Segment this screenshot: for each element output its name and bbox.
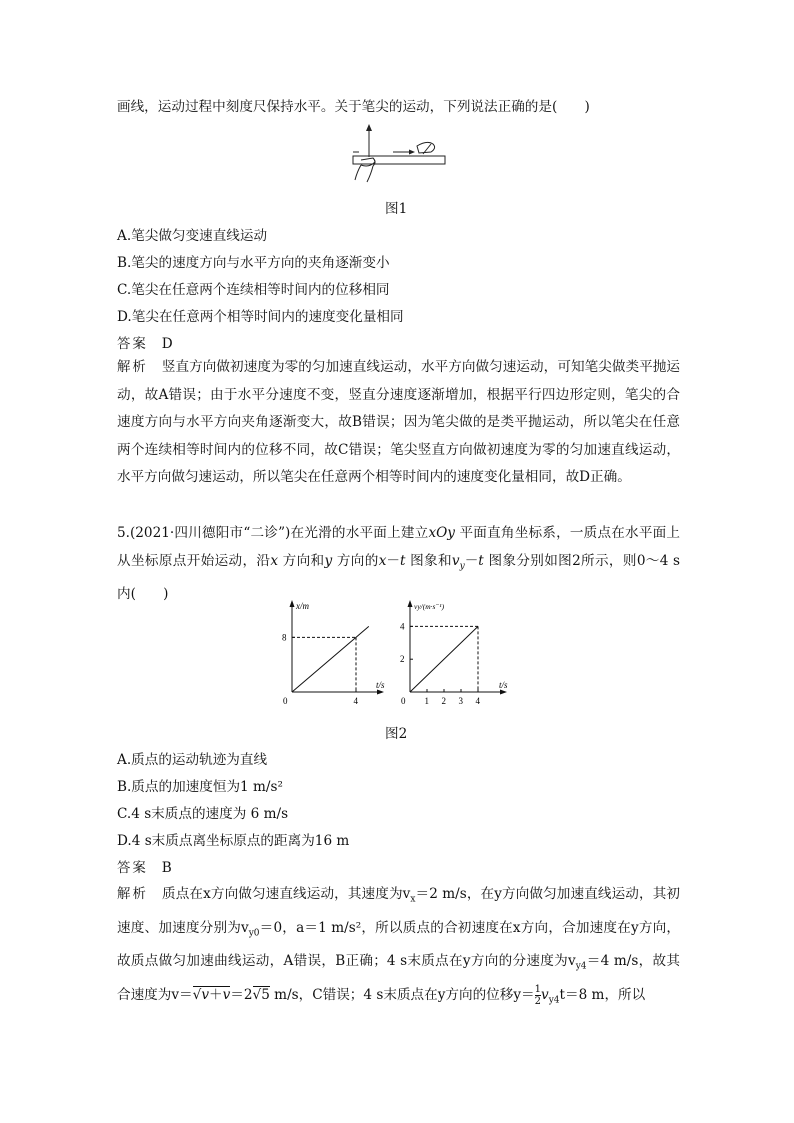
q5-stem-part: 图象分别如图2所示，则0～4 s内( ) xyxy=(117,552,681,602)
q5-stem-part: 方向的 xyxy=(336,552,379,569)
series-line xyxy=(410,626,478,692)
q4-option-b: B.笔尖的速度方向与水平方向的夹角逐渐变小 xyxy=(117,255,390,271)
analysis-text: t＝8 m，所以 xyxy=(559,987,646,1004)
analysis-text: ＝2 xyxy=(230,987,253,1004)
q5-stem-part: 5.(2021·四川德阳市“二诊”)在光滑的水平面上建立 xyxy=(117,525,429,541)
q4-option-a: A.笔尖做匀变速直线运动 xyxy=(117,228,268,244)
y-axis-arrow xyxy=(408,600,413,607)
x-tick-label: 1 xyxy=(424,696,429,706)
q5-option-c: C.4 s末质点的速度为 6 m/s xyxy=(117,806,289,822)
answer-value: B xyxy=(161,860,172,876)
vy-t-graph xyxy=(400,600,508,706)
answer-label: 答案 xyxy=(117,861,148,876)
y-axis-arrow xyxy=(290,600,295,607)
x-tick-label: 4 xyxy=(475,696,480,706)
analysis-text: m/s，C错误；4 s末质点在y方向的位移y＝ xyxy=(269,987,535,1004)
q4-stem: 画线，运动过程中刻度尺保持水平。关于笔尖的运动，下列说法正确的是( ) xyxy=(117,99,590,115)
analysis-text: ＝4 m/s，故其合速度为v＝ xyxy=(117,953,680,1004)
figure-1-caption: 图1 xyxy=(385,201,408,217)
y-tick-label: 2 xyxy=(400,654,405,665)
analysis-text: 竖直方向做初速度为零的匀加速直线运动，水平方向做匀速运动，可知笔尖做类平抛运动，故A错误；由于水平分速度不变，竖直分速度逐渐增加，根据平行四边形定则，笔尖的合速度方向与水平方向夹角逐渐变大，故B错误；因为笔尖做的是类平抛运动，所以笔尖在任意两个连续相等时间内的位移不同，故C错误；笔尖竖直方向做初速度为零的匀加速直线运动，水平方向做匀速运动，所以笔尖在任意两个相等时间内的速度变化量相同，故D正确。 xyxy=(117,359,681,486)
q5-option-a: A.质点的运动轨迹为直线 xyxy=(117,752,268,768)
x-tick-label: 2 xyxy=(441,696,446,706)
analysis-text: ＝0，a＝1 m/s²，所以质点的合初速度在x方向，合加速度在y方向，故质点做匀加速曲线运动，A错误，B正确；4 s末质点在y方向的分速度为v xyxy=(117,919,680,970)
q5-stem-part: 图象和 xyxy=(410,552,452,569)
q5-answer xyxy=(117,858,172,879)
q4-analysis xyxy=(117,354,680,492)
series-line xyxy=(292,626,369,692)
q4-option-c: C.笔尖在任意两个连续相等时间内的位移相同 xyxy=(117,282,390,298)
sqrt-five: √5 xyxy=(252,987,270,1004)
fraction-half: $\frac{1}{2}$ xyxy=(534,984,542,1008)
y-tick-label: 4 xyxy=(400,621,405,632)
q5-option-d: D.4 s末质点离坐标原点的距离为16 m xyxy=(117,833,350,849)
x-tick-label: 4 xyxy=(353,696,358,706)
x-axis-arrow xyxy=(500,690,507,695)
analysis-label: 解析 xyxy=(117,360,148,375)
x-t-graph xyxy=(282,600,385,706)
x-axis-label: t/s xyxy=(376,680,385,690)
q4-answer xyxy=(117,334,173,355)
answer-value: D xyxy=(161,336,173,352)
q5-stem-part: 平面直角坐标系，一质点在水平面上从坐标原点开始运动，沿 xyxy=(117,525,681,569)
q5-stem: 5.(2021·四川德阳市“二诊”)在光滑的水平面上建立xOy 平面直角坐标系，一质点在水平面上从坐标原点开始运动，沿x 方向和y 方向的x－t 图象和$v_y-t$ 图象分别如图2所示，则0～4 s内( ) xyxy=(117,525,681,602)
q4-option-d: D.笔尖在任意两个相等时间内的速度变化量相同 xyxy=(117,309,404,325)
q5-option-b: B.质点的加速度恒为1 m/s² xyxy=(117,779,283,795)
figure-1-hand-ruler xyxy=(345,122,450,187)
answer-label: 答案 xyxy=(117,337,148,352)
ruler xyxy=(353,156,445,164)
analysis-label: 解析 xyxy=(117,887,148,902)
origin-label: 0 xyxy=(401,696,406,706)
analysis-text: ＝2 m/s，在y方向做匀加速直线运动，其初速度、加速度分别为v xyxy=(117,886,680,936)
x-axis-arrow xyxy=(377,690,384,695)
y-axis-label: x/m xyxy=(296,601,309,611)
q5-stem-part: 方向和 xyxy=(282,552,325,569)
y-tick-label: 8 xyxy=(282,632,287,643)
x-tick-label: 3 xyxy=(458,696,463,706)
figure-2-caption: 图2 xyxy=(385,726,408,742)
y-axis-label: vy/(m·s⁻¹) xyxy=(414,602,445,611)
q5-analysis: 解析 质点在x方向做匀速直线运动，其速度为$v_x=2$ m/s，在y方向做匀加速直线运动，其初速度、加速度分别为$v_{y0}=0$，a＝1 m/s²，所以质点的合初速度在x方向，合加速度在y方向，故质点做匀加速曲线运动，A错误，B正确；4 s末质点在y方向的分速度为$v_{y4}=4$ m/s，故其合速度为v＝√v＋v＝2√5 m/s，C错误；4 s末质点在y方向的位移y＝ $\frac{1}{2}$ $v_{y4}t=8$ m，所以 xyxy=(117,886,680,1008)
figure-2-graphs xyxy=(270,600,520,715)
analysis-text: 质点在x方向做匀速直线运动，其速度为v xyxy=(162,886,411,902)
origin-label: 0 xyxy=(283,696,288,706)
sqrt-expression: √v＋v xyxy=(192,987,231,1004)
x-axis-label: t/s xyxy=(499,680,508,690)
